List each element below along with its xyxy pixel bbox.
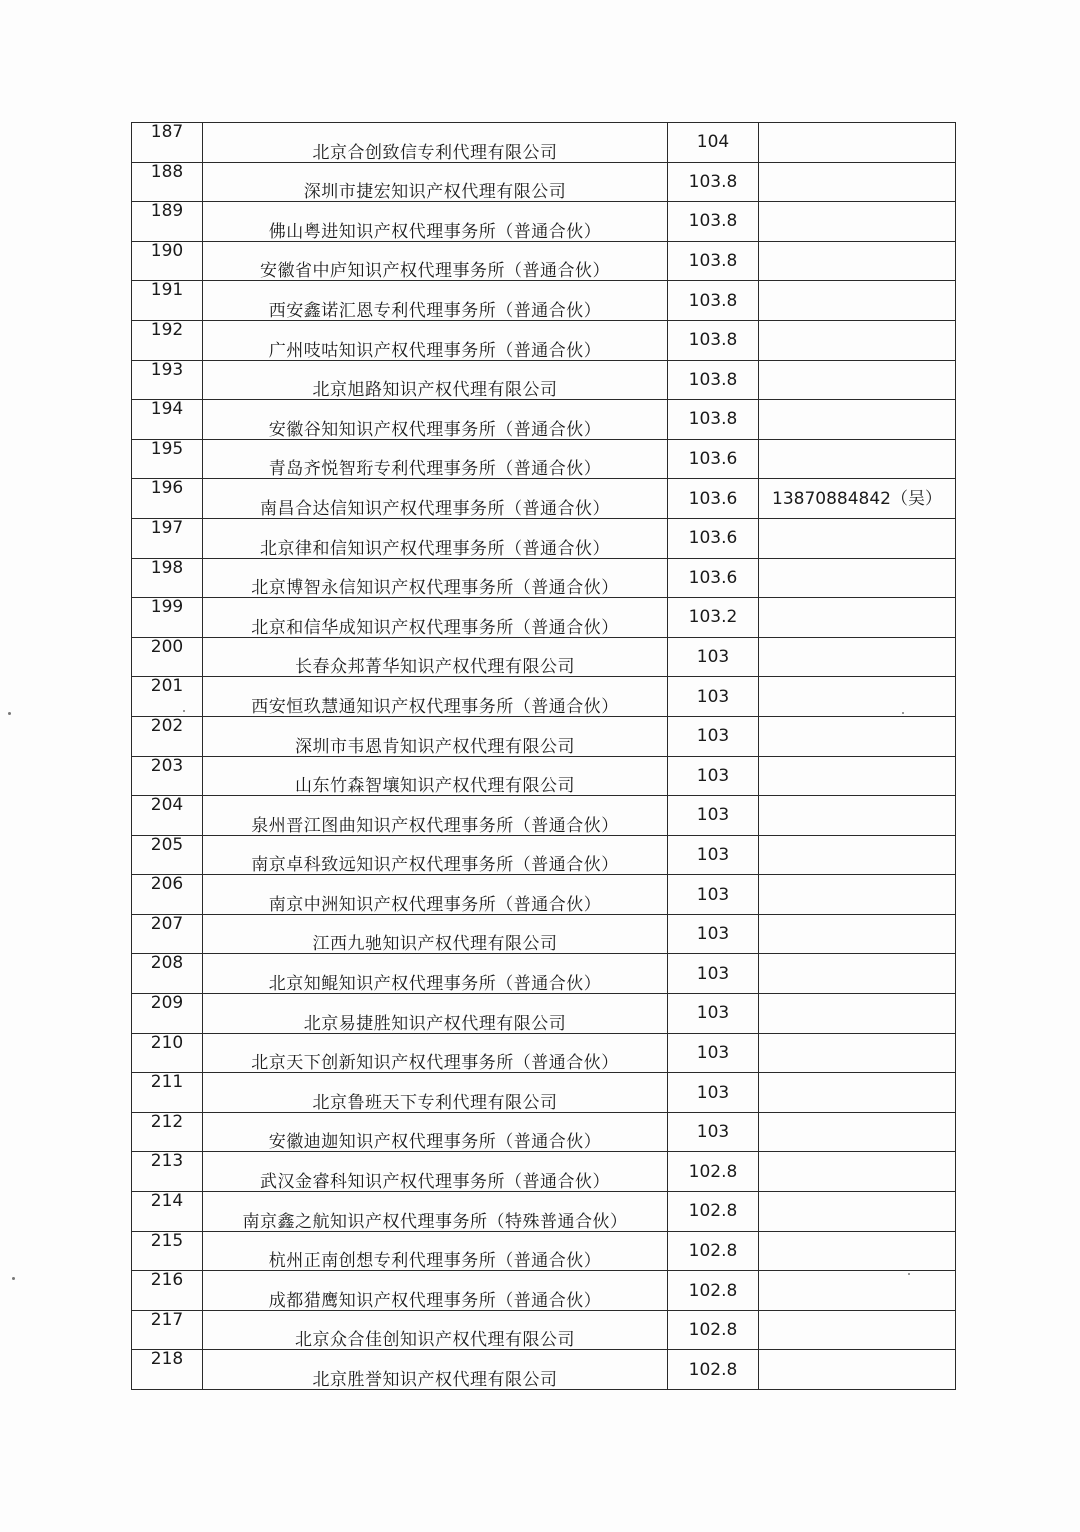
row-number: 214 (132, 1192, 203, 1232)
row-number: 217 (132, 1310, 203, 1350)
agency-name: 南京中洲知识产权代理事务所（普通合伙） (203, 875, 668, 915)
row-number: 202 (132, 716, 203, 756)
row-number: 189 (132, 202, 203, 242)
score: 102.8 (668, 1192, 759, 1232)
table-row (132, 123, 956, 163)
table-row (132, 637, 956, 677)
table-row (132, 1350, 956, 1390)
table-row (132, 479, 956, 519)
row-number: 206 (132, 875, 203, 915)
score: 103 (668, 835, 759, 875)
table-row (132, 202, 956, 242)
score: 102.8 (668, 1350, 759, 1390)
score: 102.8 (668, 1271, 759, 1311)
agency-name: 南京鑫之航知识产权代理事务所（特殊普通合伙） (203, 1192, 668, 1232)
table-row (132, 281, 956, 321)
contact (759, 994, 956, 1034)
score: 103 (668, 954, 759, 994)
contact (759, 1152, 956, 1192)
table-row (132, 1271, 956, 1311)
table-row (132, 400, 956, 440)
contact (759, 1073, 956, 1113)
score: 103.8 (668, 281, 759, 321)
agency-name: 北京易捷胜知识产权代理有限公司 (203, 994, 668, 1034)
row-number: 199 (132, 598, 203, 638)
row-number: 211 (132, 1073, 203, 1113)
score: 103.6 (668, 439, 759, 479)
table-row (132, 241, 956, 281)
agency-name: 西安恒玖慧通知识产权代理事务所（普通合伙） (203, 677, 668, 717)
agency-name: 西安鑫诺汇恩专利代理事务所（普通合伙） (203, 281, 668, 321)
row-number: 201 (132, 677, 203, 717)
score: 103 (668, 796, 759, 836)
agency-name: 南昌合达信知识产权代理事务所（普通合伙） (203, 479, 668, 519)
score: 103.2 (668, 598, 759, 638)
agency-name: 北京天下创新知识产权代理事务所（普通合伙） (203, 1033, 668, 1073)
contact (759, 835, 956, 875)
table-row (132, 875, 956, 915)
table-row (132, 994, 956, 1034)
table-row (132, 1033, 956, 1073)
agency-name: 安徽省中庐知识产权代理事务所（普通合伙） (203, 241, 668, 281)
row-number: 198 (132, 558, 203, 598)
table-row (132, 439, 956, 479)
score: 103.8 (668, 162, 759, 202)
contact (759, 796, 956, 836)
score: 103 (668, 677, 759, 717)
agency-name: 北京鲁班天下专利代理有限公司 (203, 1073, 668, 1113)
table-row (132, 796, 956, 836)
contact (759, 360, 956, 400)
row-number: 218 (132, 1350, 203, 1390)
score: 103 (668, 994, 759, 1034)
row-number: 191 (132, 281, 203, 321)
contact (759, 1271, 956, 1311)
row-number: 190 (132, 241, 203, 281)
agency-name: 青岛齐悦智珩专利代理事务所（普通合伙） (203, 439, 668, 479)
contact (759, 518, 956, 558)
score: 102.8 (668, 1231, 759, 1271)
table-row (132, 716, 956, 756)
row-number: 187 (132, 123, 203, 163)
agency-name: 北京和信华成知识产权代理事务所（普通合伙） (203, 598, 668, 638)
contact (759, 954, 956, 994)
contact (759, 439, 956, 479)
agency-name: 杭州正南创想专利代理事务所（普通合伙） (203, 1231, 668, 1271)
row-number: 204 (132, 796, 203, 836)
contact (759, 914, 956, 954)
agency-name: 北京律和信知识产权代理事务所（普通合伙） (203, 518, 668, 558)
table-row (132, 914, 956, 954)
row-number: 200 (132, 637, 203, 677)
score: 103.8 (668, 202, 759, 242)
contact (759, 677, 956, 717)
table-row (132, 954, 956, 994)
contact (759, 1192, 956, 1232)
contact (759, 1112, 956, 1152)
row-number: 207 (132, 914, 203, 954)
agency-name: 泉州晋江图曲知识产权代理事务所（普通合伙） (203, 796, 668, 836)
table-row (132, 320, 956, 360)
agency-name: 山东竹森智壤知识产权代理有限公司 (203, 756, 668, 796)
row-number: 210 (132, 1033, 203, 1073)
table-row (132, 677, 956, 717)
score: 103.6 (668, 558, 759, 598)
row-number: 213 (132, 1152, 203, 1192)
table-row (132, 835, 956, 875)
score: 102.8 (668, 1310, 759, 1350)
score: 103 (668, 716, 759, 756)
contact (759, 1310, 956, 1350)
table-row (132, 1192, 956, 1232)
score: 103.8 (668, 320, 759, 360)
agency-ranking-table (131, 122, 956, 1390)
agency-name: 江西九驰知识产权代理有限公司 (203, 914, 668, 954)
agency-name: 北京众合佳创知识产权代理有限公司 (203, 1310, 668, 1350)
agency-name: 深圳市韦恩肯知识产权代理有限公司 (203, 716, 668, 756)
contact (759, 875, 956, 915)
scan-speck (902, 712, 904, 714)
score: 103 (668, 637, 759, 677)
score: 103.8 (668, 400, 759, 440)
contact (759, 202, 956, 242)
contact (759, 1231, 956, 1271)
table-row (132, 1310, 956, 1350)
score: 103.8 (668, 360, 759, 400)
row-number: 209 (132, 994, 203, 1034)
contact (759, 241, 956, 281)
contact (759, 123, 956, 163)
contact (759, 400, 956, 440)
row-number: 193 (132, 360, 203, 400)
contact (759, 162, 956, 202)
scan-speck (183, 710, 185, 712)
agency-name: 北京胜誉知识产权代理有限公司 (203, 1350, 668, 1390)
score: 103.6 (668, 518, 759, 558)
row-number: 205 (132, 835, 203, 875)
score: 103 (668, 914, 759, 954)
row-number: 195 (132, 439, 203, 479)
table-row (132, 1073, 956, 1113)
agency-name: 北京知鲲知识产权代理事务所（普通合伙） (203, 954, 668, 994)
scan-speck (12, 1277, 15, 1280)
agency-name: 北京合创致信专利代理有限公司 (203, 123, 668, 163)
agency-name: 南京卓科致远知识产权代理事务所（普通合伙） (203, 835, 668, 875)
contact: 13870884842（吴） (759, 479, 956, 519)
row-number: 216 (132, 1271, 203, 1311)
score: 103 (668, 1073, 759, 1113)
row-number: 203 (132, 756, 203, 796)
row-number: 197 (132, 518, 203, 558)
agency-name: 安徽迪迦知识产权代理事务所（普通合伙） (203, 1112, 668, 1152)
agency-name: 深圳市捷宏知识产权代理有限公司 (203, 162, 668, 202)
table-row (132, 598, 956, 638)
contact (759, 637, 956, 677)
agency-name: 长春众邦菁华知识产权代理有限公司 (203, 637, 668, 677)
row-number: 212 (132, 1112, 203, 1152)
contact (759, 716, 956, 756)
agency-name: 广州吱咕知识产权代理事务所（普通合伙） (203, 320, 668, 360)
score: 102.8 (668, 1152, 759, 1192)
table-row (132, 162, 956, 202)
contact (759, 281, 956, 321)
score: 103 (668, 756, 759, 796)
table-row (132, 518, 956, 558)
score: 103 (668, 875, 759, 915)
table-row (132, 1231, 956, 1271)
table-body (132, 123, 956, 1390)
row-number: 192 (132, 320, 203, 360)
contact (759, 756, 956, 796)
score: 103 (668, 1033, 759, 1073)
row-number: 188 (132, 162, 203, 202)
agency-name: 佛山粤进知识产权代理事务所（普通合伙） (203, 202, 668, 242)
agency-name: 武汉金睿科知识产权代理事务所（普通合伙） (203, 1152, 668, 1192)
contact (759, 320, 956, 360)
row-number: 215 (132, 1231, 203, 1271)
scan-speck (8, 712, 11, 715)
table-row (132, 756, 956, 796)
contact (759, 1350, 956, 1390)
scan-speck (908, 1273, 910, 1275)
agency-name: 成都猎鹰知识产权代理事务所（普通合伙） (203, 1271, 668, 1311)
contact (759, 1033, 956, 1073)
row-number: 208 (132, 954, 203, 994)
score: 104 (668, 123, 759, 163)
agency-name: 北京博智永信知识产权代理事务所（普通合伙） (203, 558, 668, 598)
table-row (132, 1112, 956, 1152)
table-row (132, 558, 956, 598)
table-row (132, 1152, 956, 1192)
contact (759, 558, 956, 598)
score: 103 (668, 1112, 759, 1152)
score: 103.8 (668, 241, 759, 281)
table-row (132, 360, 956, 400)
contact (759, 598, 956, 638)
agency-name: 北京旭路知识产权代理有限公司 (203, 360, 668, 400)
agency-name: 安徽谷知知识产权代理事务所（普通合伙） (203, 400, 668, 440)
score: 103.6 (668, 479, 759, 519)
row-number: 196 (132, 479, 203, 519)
row-number: 194 (132, 400, 203, 440)
